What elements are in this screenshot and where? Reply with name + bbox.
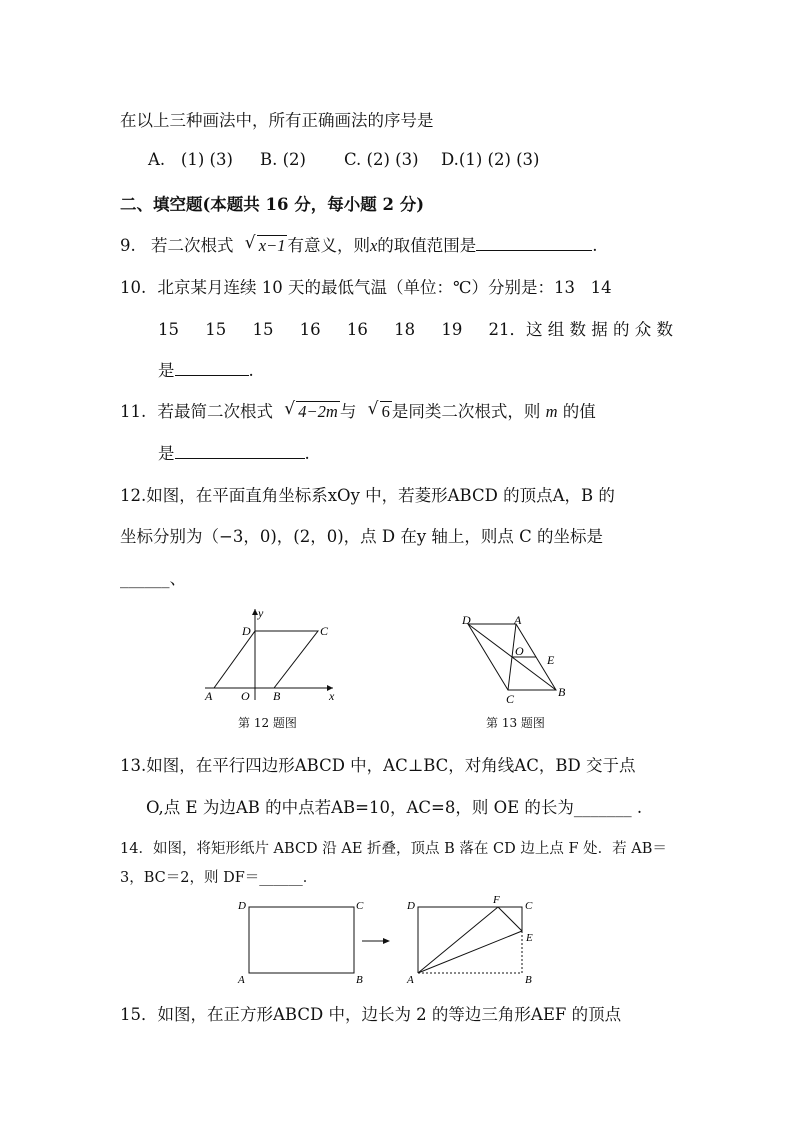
q10-line2: 15 15 15 16 16 18 19 21．这 组 数 据 的 众 数 <box>158 320 674 339</box>
fig13-label-e: E <box>547 653 555 667</box>
q10-text-1: 北京某月连续 10 天的最低气温（单位：℃）分别是：13 14 <box>157 278 612 297</box>
q10-text-3: 是 <box>158 361 175 380</box>
section-title: 二、填空题(本题共 16 分，每小题 2 分) <box>120 195 425 214</box>
fig14-right-label-c: C <box>525 900 533 912</box>
fig14-segment-fe <box>498 907 522 931</box>
fig14-right-label-a: A <box>407 974 414 986</box>
q11-text-mid: 与 <box>339 402 357 421</box>
q13-line1: 13.如图，在平行四边形ABCD 中，AC⊥BC，对角线AC，BD 交于点 <box>120 756 636 775</box>
q11-line1 <box>120 398 596 422</box>
q14-line2: 3，BC＝2，则 DF＝______． <box>120 870 318 886</box>
fig14-segment-af <box>418 907 498 973</box>
q8-question-tail: 在以上三种画法中，所有正确画法的序号是 <box>120 111 434 130</box>
fig13-label-o: O <box>515 644 524 658</box>
fig12-rhombus <box>214 631 318 688</box>
fig13-label-b: B <box>558 685 566 699</box>
q11-text-2: 是 <box>158 444 175 463</box>
fig14-rectangle-before <box>249 907 354 973</box>
q9-end: . <box>592 236 598 255</box>
figure-12 <box>200 604 345 704</box>
fig14-right-label-b: B <box>525 974 532 986</box>
q12-line3-blank[interactable]: ______、 <box>120 569 186 588</box>
q9-text-pre: 若二次根式 <box>151 236 234 255</box>
q11-text-post2: 的值 <box>562 402 596 421</box>
fig14-rectangle-after <box>418 907 522 973</box>
fig12-label-o: O <box>241 689 250 703</box>
q8-option-d: D.(1) (2) (3) <box>441 150 540 169</box>
fig14-right-label-e: E <box>526 932 533 944</box>
q9-radicand: x−1 <box>258 236 286 255</box>
fig14-left-label-d: D <box>238 900 246 912</box>
fig13-label-d: D <box>462 613 471 627</box>
q14-line1: 14．如图，将矩形纸片 ABCD 沿 AE 折叠，顶点 B 落在 CD 边上点 F 处．若 AB＝ <box>120 841 667 857</box>
fig14-arrow-head <box>383 938 390 944</box>
fig12-caption: 第 12 题图 <box>238 716 297 730</box>
q11-var: m <box>545 402 558 421</box>
fig14-left-label-a: A <box>238 974 245 986</box>
fig12-label-b: B <box>273 689 281 703</box>
q9-text-mid: 有意义，则 <box>287 236 370 255</box>
q10-end: . <box>248 361 254 380</box>
q11-sqrt-1: √ 4−2m <box>284 399 338 421</box>
q11-text-pre: 若最简二次根式 <box>157 402 273 421</box>
fig12-label-c: C <box>320 624 329 638</box>
q9-number: 9. <box>120 236 136 255</box>
q9 <box>120 232 598 256</box>
q11-sqrt-2: √ 6 <box>367 399 390 421</box>
fig14-left-label-c: C <box>356 900 364 912</box>
q12-line2: 坐标分别为（−3，0)，(2，0)，点 D 在y 轴上，则点 C 的坐标是 <box>120 527 604 546</box>
q11-end: . <box>304 444 310 463</box>
q11-number: 11. <box>120 402 147 421</box>
q9-text-post: 的取值范围是 <box>377 236 477 255</box>
q15-line1: 15．如图，在正方形ABCD 中，边长为 2 的等边三角形AEF 的顶点 <box>120 1005 622 1024</box>
q8-option-c: C. (2) (3) <box>344 150 419 169</box>
q11-radicand-2: 6 <box>381 402 390 421</box>
q9-sqrt: √ x−1 <box>244 233 286 255</box>
fig14-right-label-f: F <box>493 894 500 906</box>
q8-option-a: A. (1) (3) <box>148 150 233 169</box>
fig13-label-a: A <box>514 613 522 627</box>
figure-14 <box>232 893 552 993</box>
q10-line3 <box>158 357 254 381</box>
q11-answer-blank[interactable] <box>175 442 305 459</box>
q13-line2: O,点 E 为边AB 的中点若AB=10，AC=8，则 OE 的长为_______ . <box>146 798 643 817</box>
fig14-segment-ae <box>418 931 522 973</box>
fig13-caption: 第 13 题图 <box>486 716 545 730</box>
fig14-left-label-b: B <box>356 974 363 986</box>
q9-answer-blank[interactable] <box>476 234 592 251</box>
q10-answer-blank[interactable] <box>175 359 249 376</box>
q9-var: x <box>369 236 378 255</box>
q8-option-b: B. (2) <box>260 150 306 169</box>
fig12-label-a: A <box>205 689 213 703</box>
q12-line1: 12.如图，在平面直角坐标系xOy 中，若菱形ABCD 的顶点A，B 的 <box>120 486 615 505</box>
fig13-label-c: C <box>506 692 515 706</box>
q11-radicand-1: 4−2m <box>298 402 338 421</box>
q11-line2 <box>158 440 310 464</box>
fig12-label-d: D <box>242 624 251 638</box>
q10-line1 <box>120 274 612 298</box>
fig12-label-y: y <box>258 606 264 620</box>
figure-13 <box>458 610 578 710</box>
fig12-label-x: x <box>329 689 335 703</box>
q10-number: 10. <box>120 278 147 297</box>
q11-text-post: 是同类二次根式，则 <box>391 402 541 421</box>
fig14-right-label-d: D <box>407 900 415 912</box>
